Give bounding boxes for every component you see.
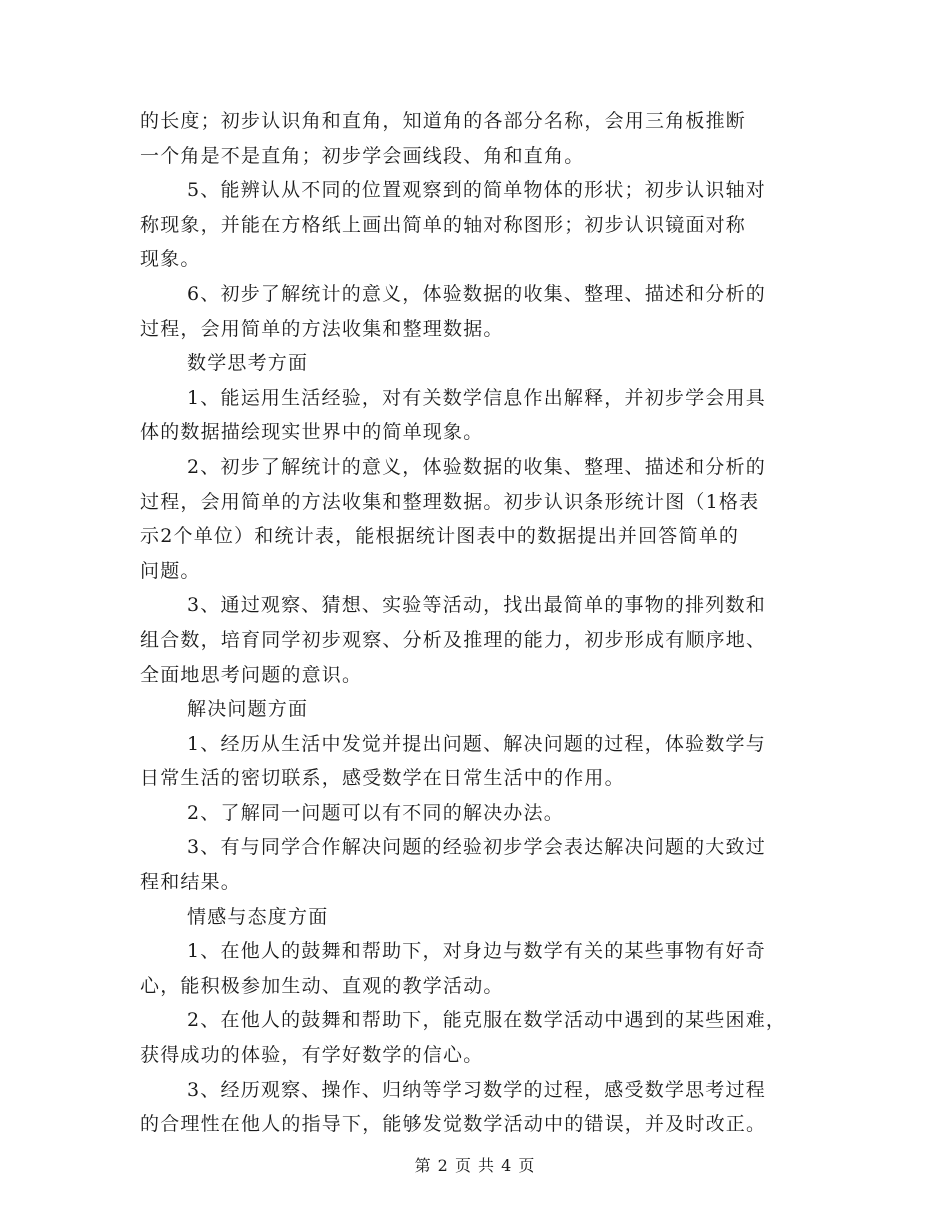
text-line: 日常生活的密切联系，感受数学在日常生活中的作用。 bbox=[140, 767, 625, 790]
text-line: 心，能积极参加生动、直观的教学活动。 bbox=[140, 974, 504, 997]
text-line: 组合数，培育同学初步观察、分析及推理的能力，初步形成有顺序地、 bbox=[140, 628, 767, 651]
section-heading: 解决问题方面 bbox=[187, 698, 309, 721]
text-line: 示2个单位）和统计表，能根据统计图表中的数据提出并回答简单的 bbox=[140, 525, 740, 548]
text-line: 3、通过观察、猜想、实验等活动，找出最简单的事物的排列数和 bbox=[187, 594, 766, 617]
text-line: 获得成功的体验，有学好数学的信心。 bbox=[140, 1044, 484, 1067]
text-line: 程和结果。 bbox=[140, 871, 242, 894]
text-line: 过程，会用简单的方法收集和整理数据。初步认识条形统计图（1格表 bbox=[140, 490, 760, 513]
text-line: 2、在他人的鼓舞和帮助下，能克服在数学活动中遇到的某些困难， bbox=[187, 1009, 787, 1032]
text-line: 过程，会用简单的方法收集和整理数据。 bbox=[140, 317, 504, 340]
text-line: 5、能辨认从不同的位置观察到的简单物体的形状；初步认识轴对 bbox=[187, 179, 766, 202]
text-line: 全面地思考问题的意识。 bbox=[140, 663, 363, 686]
body-text bbox=[140, 104, 820, 1142]
text-line: 1、经历从生活中发觉并提出问题、解决问题的过程，体验数学与 bbox=[187, 732, 766, 755]
text-line: 体的数据描绘现实世界中的简单现象。 bbox=[140, 421, 484, 444]
text-line: 3、有与同学合作解决问题的经验初步学会表达解决问题的大致过 bbox=[187, 836, 766, 859]
text-line: 3、经历观察、操作、归纳等学习数学的过程，感受数学思考过程 bbox=[187, 1078, 766, 1101]
text-line: 现象。 bbox=[140, 248, 201, 271]
section-heading: 情感与态度方面 bbox=[187, 905, 329, 928]
text-line: 2、初步了解统计的意义，体验数据的收集、整理、描述和分析的 bbox=[187, 455, 766, 478]
text-line: 1、能运用生活经验，对有关数学信息作出解释，并初步学会用具 bbox=[187, 386, 766, 409]
text-line: 的合理性在他人的指导下，能够发觉数学活动中的错误，并及时改正。 bbox=[140, 1113, 767, 1136]
text-line: 称现象，并能在方格纸上画出简单的轴对称图形；初步认识镜面对称 bbox=[140, 213, 747, 236]
text-line: 2、了解同一问题可以有不同的解决办法。 bbox=[187, 801, 564, 824]
text-line: 的长度；初步认识角和直角，知道角的各部分名称，会用三角板推断 bbox=[140, 110, 747, 132]
text-line: 一个角是不是直角；初步学会画线段、角和直角。 bbox=[140, 144, 585, 167]
text-line: 问题。 bbox=[140, 559, 201, 582]
page-number-footer: 第 2 页 共 4 页 bbox=[414, 1156, 536, 1175]
text-line: 6、初步了解统计的意义，体验数据的收集、整理、描述和分析的 bbox=[187, 282, 766, 305]
section-heading: 数学思考方面 bbox=[187, 352, 309, 375]
text-line: 1、在他人的鼓舞和帮助下，对身边与数学有关的某些事物有好奇 bbox=[187, 940, 766, 963]
